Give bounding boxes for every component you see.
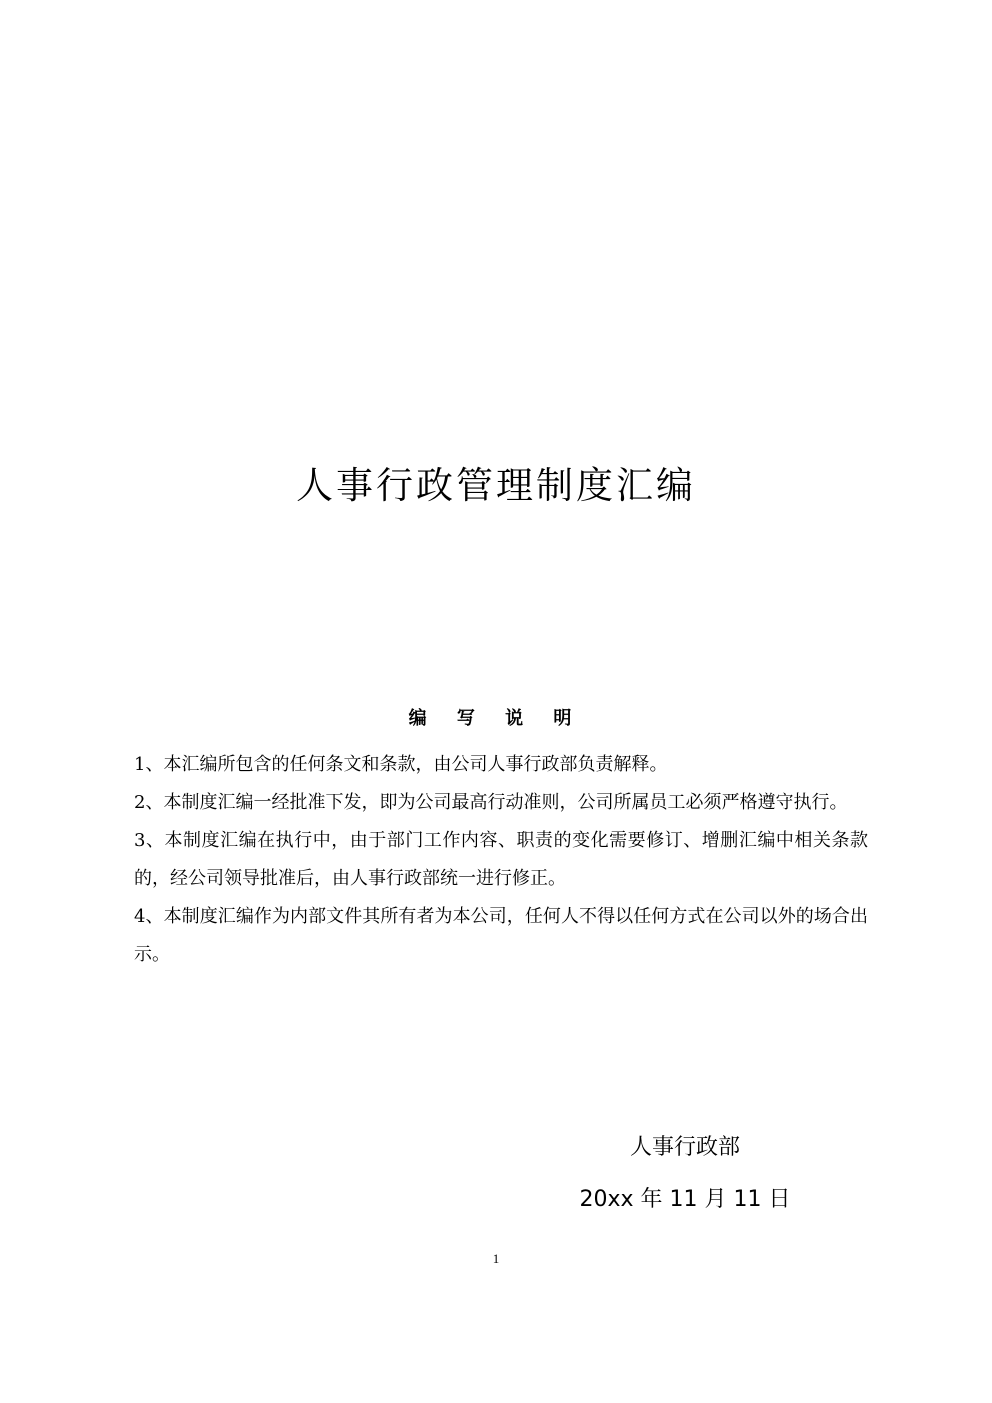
page-number: 1 [492,1251,500,1266]
signature-department: 人事行政部 [629,1135,740,1160]
signature-date: 20xx 年 11 月 11 日 [579,1187,791,1212]
note-item-2: 2、本制度汇编一经批准下发，即为公司最高行动准则，公司所属员工必须严格遵守执行。 [134,792,848,813]
notes-heading: 编 写 说 明 [408,708,584,729]
notes-list [134,746,868,974]
note-item-3: 3、本制度汇编在执行中，由于部门工作内容、职责的变化需要修订、增删汇编中相关条款的，经公司领导批准后，由人事行政部统一进行修正。 [134,830,868,889]
document-title: 人事行政管理制度汇编 [296,464,696,507]
note-item-1: 1、本汇编所包含的任何条文和条款，由公司人事行政部负责解释。 [134,754,668,775]
note-item-4: 4、本制度汇编作为内部文件其所有者为本公司，任何人不得以任何方式在公司以外的场合出示。 [134,906,868,965]
